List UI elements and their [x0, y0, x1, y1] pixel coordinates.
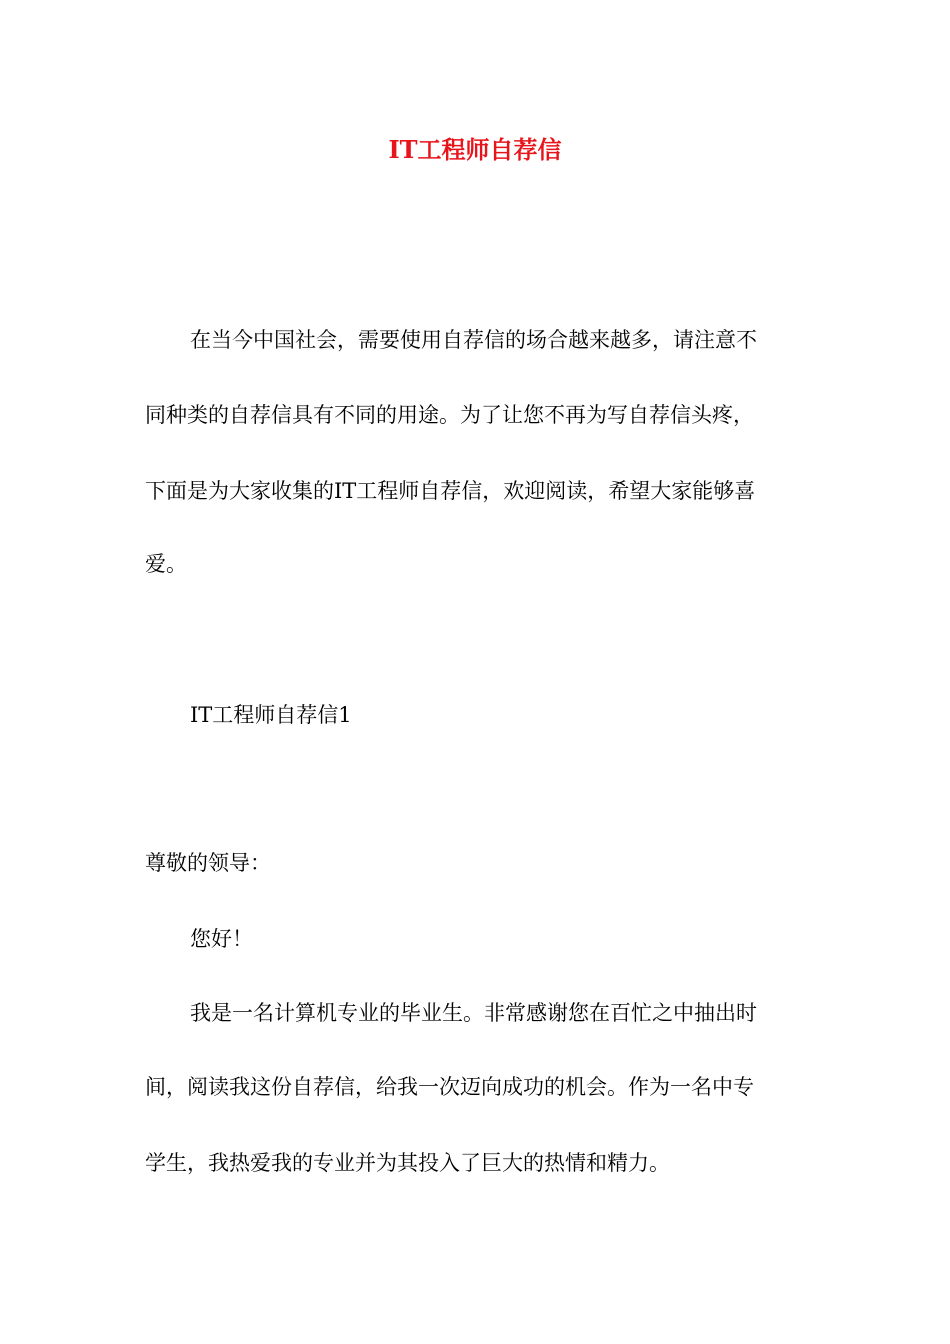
- section-heading: IT工程师自荐信1: [190, 703, 352, 727]
- body-line-3: 学生，我热爱我的专业并为其投入了巨大的热情和精力。: [145, 1151, 670, 1175]
- intro-line-4: 爱。: [145, 552, 187, 576]
- intro-line-1: 在当今中国社会，需要使用自荐信的场合越来越多，请注意不: [190, 328, 757, 352]
- intro-line-3: 下面是为大家收集的IT工程师自荐信，欢迎阅读，希望大家能够喜: [145, 479, 756, 503]
- body-line-2: 间，阅读我这份自荐信，给我一次迈向成功的机会。作为一名中专: [145, 1075, 754, 1099]
- salutation: 尊敬的领导：: [145, 851, 271, 875]
- document-title: IT工程师自荐信: [388, 135, 562, 164]
- intro-line-2: 同种类的自荐信具有不同的用途。为了让您不再为写自荐信头疼，: [145, 403, 754, 427]
- greeting: 您好！: [190, 927, 253, 951]
- body-line-1: 我是一名计算机专业的毕业生。非常感谢您在百忙之中抽出时: [190, 1001, 757, 1025]
